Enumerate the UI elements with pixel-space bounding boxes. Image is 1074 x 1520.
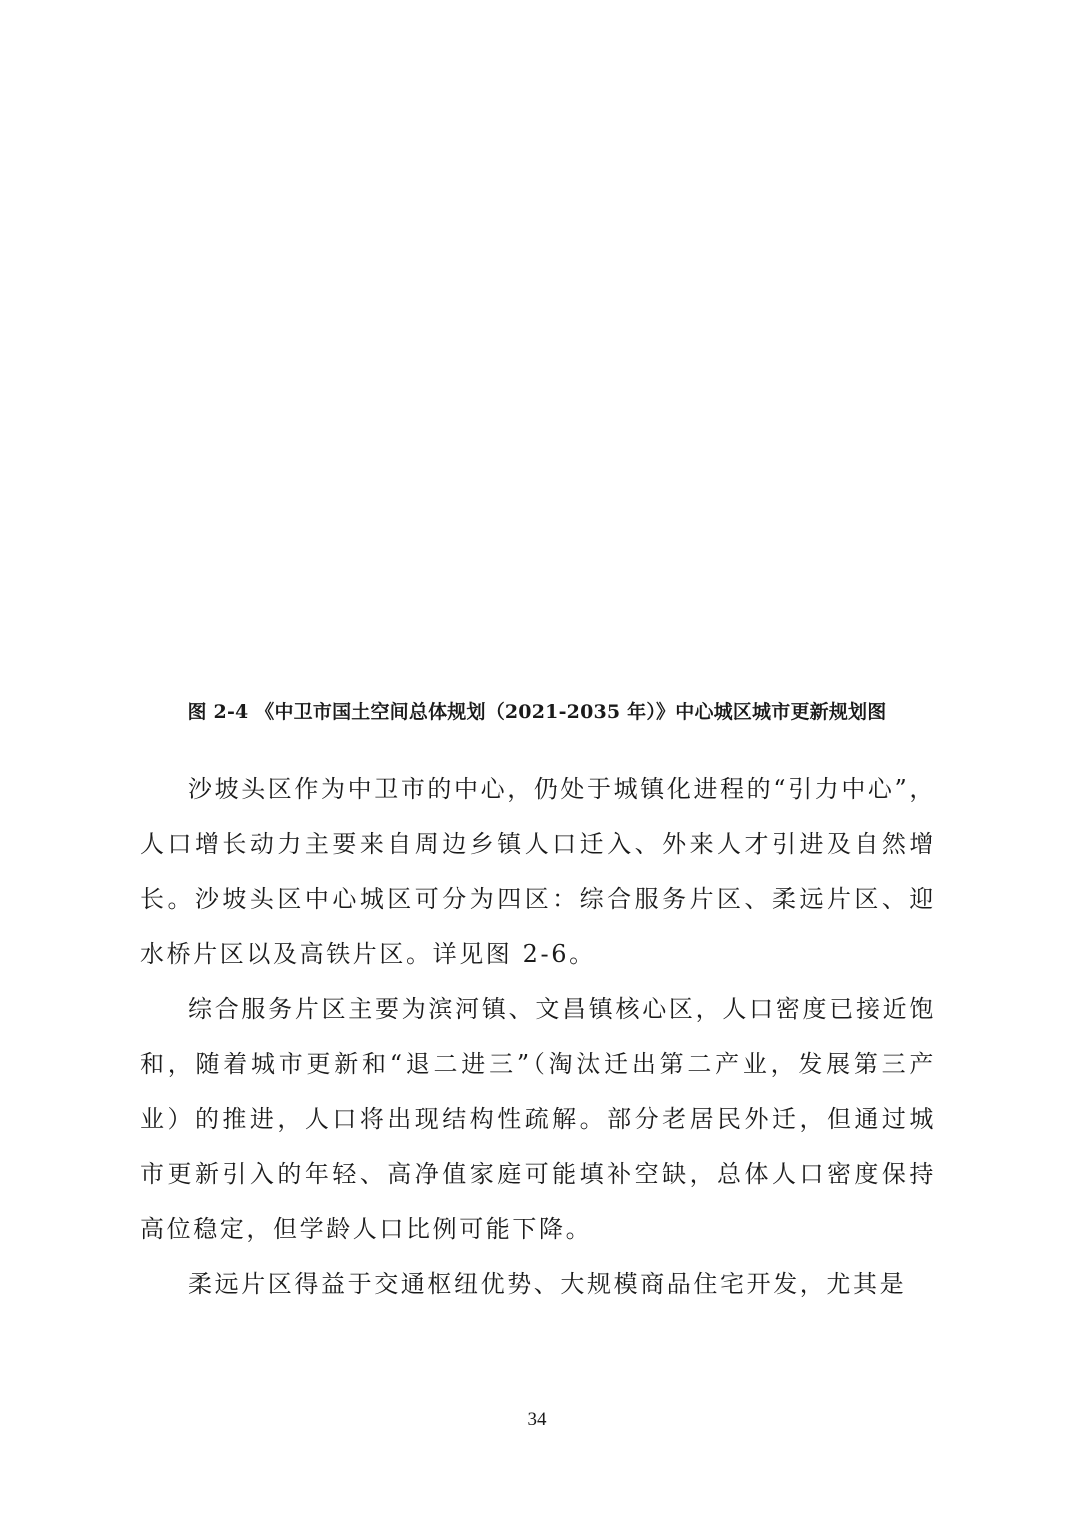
figure-image-area — [140, 60, 934, 680]
figure-caption: 图 2-4 《中卫市国土空间总体规划（2021-2035 年）》中心城区城市更新规划图 — [187, 701, 887, 723]
body-text — [140, 762, 936, 1312]
paragraph-1: 沙坡头区作为中卫市的中心，仍处于城镇化进程的“引力中心”，人口增长动力主要来自周边乡镇人口迁入、外来人才引进及自然增长。沙坡头区中心城区可分为四区：综合服务片区、柔远片区、迎水桥片区以及高铁片区。详见图 2-6。 — [140, 775, 936, 968]
paragraph-3: 柔远片区得益于交通枢纽优势、大规模商品住宅开发，尤其是 — [188, 1270, 907, 1298]
page-number: 34 — [527, 1409, 547, 1430]
paragraph-2: 综合服务片区主要为滨河镇、文昌镇核心区，人口密度已接近饱和，随着城市更新和“退二进三”（淘汰迁出第二产业，发展第三产业）的推进，人口将出现结构性疏解。部分老居民外迁，但通过城市更新引入的年轻、高净值家庭可能填补空缺，总体人口密度保持高位稳定，但学龄人口比例可能下降。 — [140, 995, 936, 1243]
